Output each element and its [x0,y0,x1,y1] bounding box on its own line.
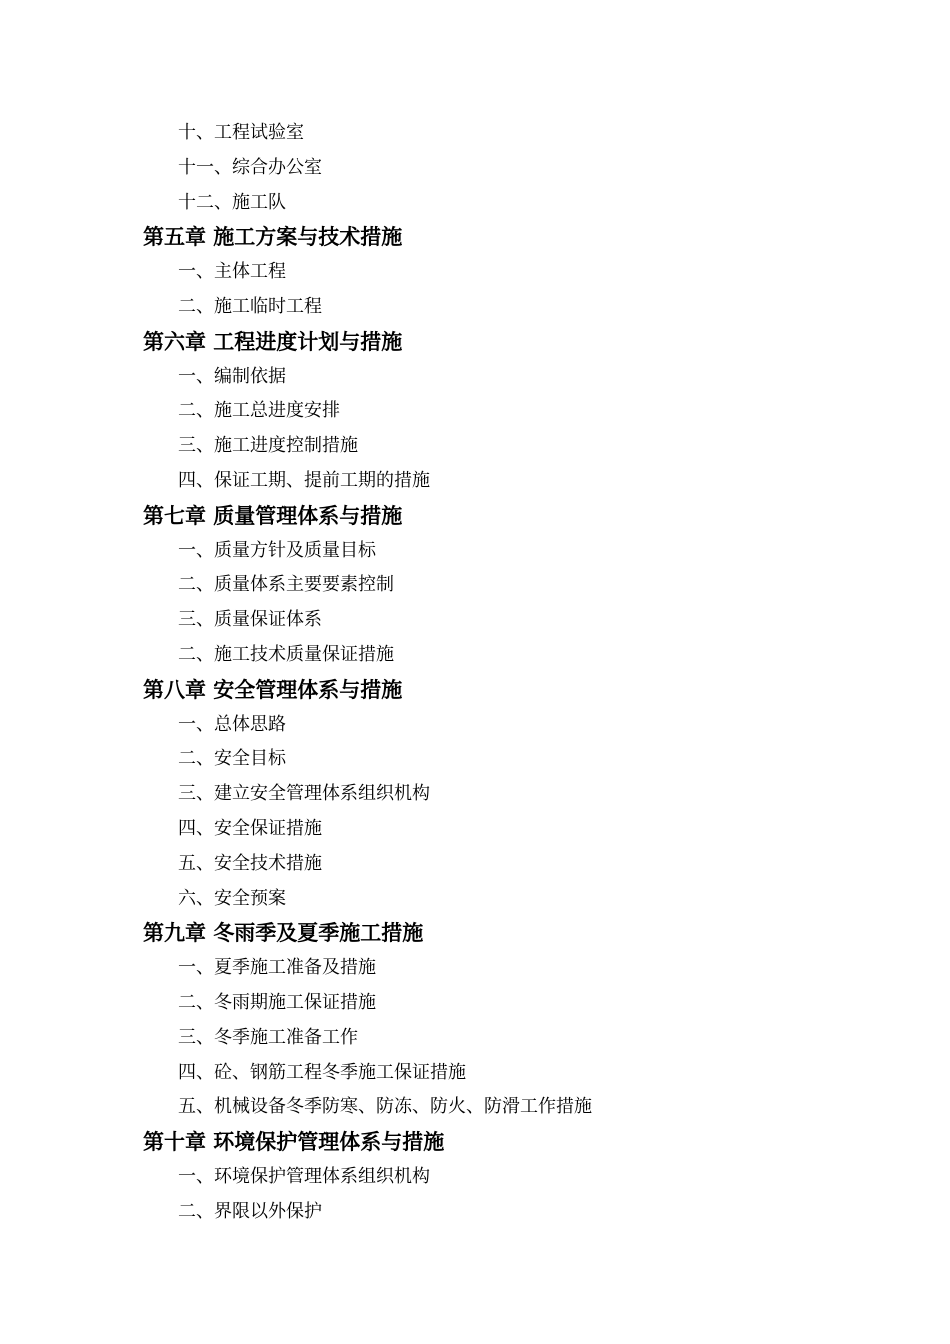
table-of-contents [0,116,950,1230]
toc-section-item: 一、夏季施工准备及措施 [178,957,376,979]
toc-section-item: 二、界限以外保护 [178,1200,322,1222]
toc-chapter-heading: 第六章 工程进度计划与措施 [143,329,403,354]
toc-section-item: 一、主体工程 [178,261,286,283]
toc-section-item: 三、施工进度控制措施 [178,435,358,457]
toc-chapter-heading: 第八章 安全管理体系与措施 [143,677,403,702]
toc-section-item: 四、安全保证措施 [178,817,322,839]
toc-section-item: 二、质量体系主要要素控制 [178,574,394,596]
toc-section-item: 十一、综合办公室 [178,156,322,178]
toc-section-item: 二、施工技术质量保证措施 [178,643,394,665]
toc-chapter-heading: 第七章 质量管理体系与措施 [143,503,403,528]
toc-section-item: 二、施工临时工程 [178,295,322,317]
toc-section-item: 六、安全预案 [178,887,286,909]
toc-section-item: 一、总体思路 [178,713,286,735]
toc-section-item: 五、机械设备冬季防寒、防冻、防火、防滑工作措施 [178,1096,592,1118]
toc-chapter-heading: 第五章 施工方案与技术措施 [143,225,403,250]
toc-section-item: 二、安全目标 [178,748,286,770]
toc-section-item: 一、编制依据 [178,365,286,387]
toc-section-item: 二、冬雨期施工保证措施 [178,991,376,1013]
toc-section-item: 一、环境保护管理体系组织机构 [178,1165,430,1187]
toc-section-item: 三、建立安全管理体系组织机构 [178,783,430,805]
toc-chapter-heading: 第十章 环境保护管理体系与措施 [143,1130,445,1155]
toc-chapter-heading: 第九章 冬雨季及夏季施工措施 [143,921,424,946]
toc-section-item: 三、质量保证体系 [178,609,322,631]
toc-section-item: 四、砼、钢筋工程冬季施工保证措施 [178,1061,466,1083]
toc-section-item: 五、安全技术措施 [178,852,322,874]
toc-section-item: 三、冬季施工准备工作 [178,1026,358,1048]
toc-section-item: 十、工程试验室 [178,122,304,143]
toc-section-item: 一、质量方针及质量目标 [178,539,376,561]
toc-section-item: 十二、施工队 [178,191,286,213]
toc-section-item: 四、保证工期、提前工期的措施 [178,469,430,491]
toc-section-item: 二、施工总进度安排 [178,400,340,422]
